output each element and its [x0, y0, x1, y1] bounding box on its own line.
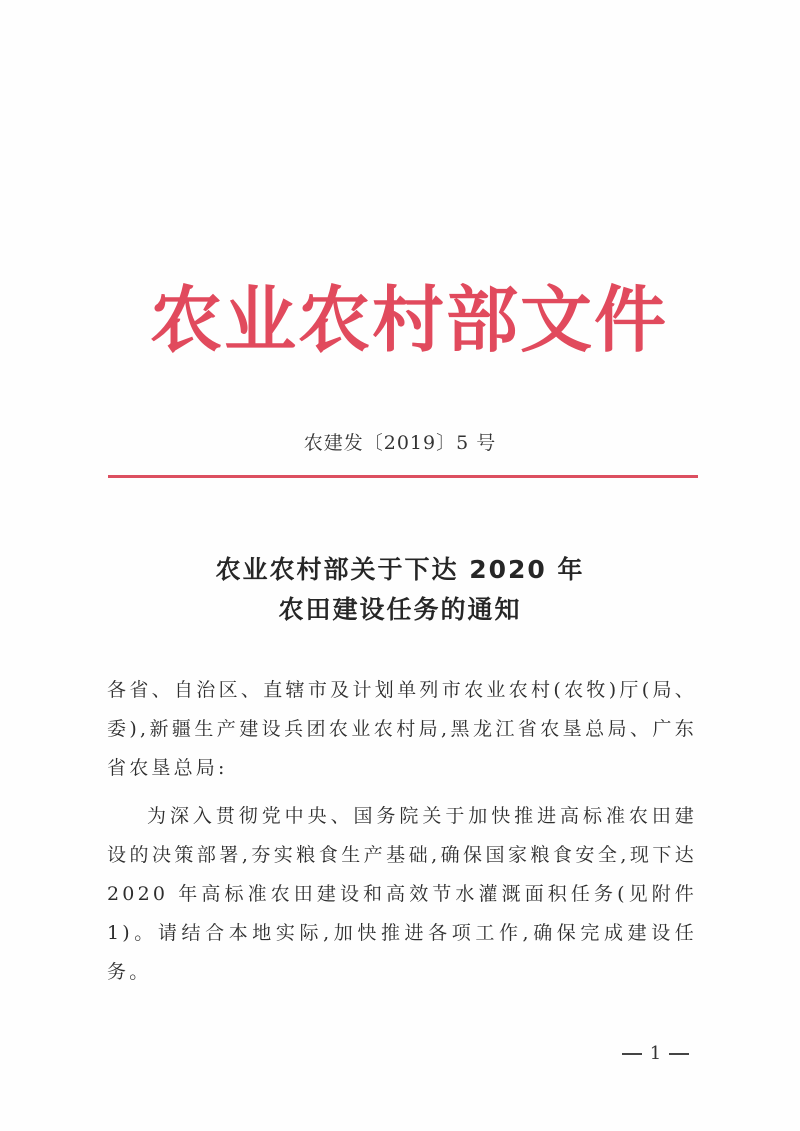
page-number	[620, 1041, 690, 1067]
page-number-value: 1	[649, 1043, 662, 1064]
notice-title-line-2: 农田建设任务的通知	[278, 595, 522, 624]
dash-left	[622, 1053, 642, 1055]
masthead-title: 农业农村部文件	[150, 277, 669, 362]
document-number: 农建发〔2019〕5 号	[303, 432, 497, 454]
red-divider-line	[108, 475, 698, 478]
notice-title-line-1: 农业农村部关于下达 2020 年	[215, 555, 585, 584]
body-paragraph: 为深入贯彻党中央、国务院关于加快推进高标准农田建设的决策部署,夯实粮食生产基础,确保国家粮食安全,现下达 2020 年高标准农田建设和高效节水灌溉面积任务(见附件 1)。请结合本地实际,加快推进各项工作,确保完成建设任务。	[107, 805, 697, 983]
addressee: 各省、自治区、直辖市及计划单列市农业农村(农牧)厅(局、委),新疆生产建设兵团农业农村局,黑龙江省农垦总局、广东省农垦总局:	[107, 679, 697, 779]
notice-title	[150, 550, 650, 630]
dash-right	[669, 1053, 689, 1055]
